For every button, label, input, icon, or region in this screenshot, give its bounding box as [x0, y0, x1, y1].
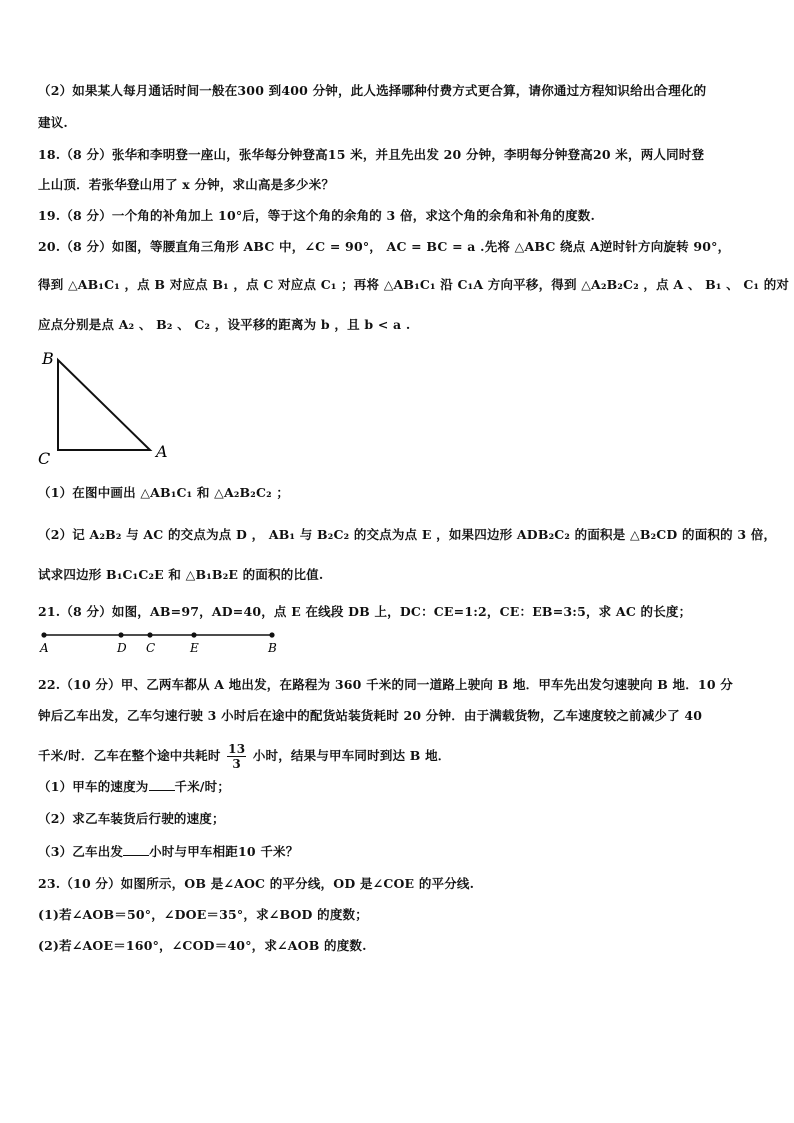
q22-part2: （2）求乙车装货后行驶的速度； — [38, 811, 225, 826]
q20-line2: 得到 △AB₁C₁ ，点 B 对应点 B₁ ，点 C 对应点 C₁ ；再将 △AB₁C₁ 沿 C₁A 方向平移，得到 △A₂B₂C₂ ，点 A 、 B₁ 、 C₁ 的对 — [38, 277, 790, 292]
q20-line3: 应点分别是点 A₂ 、 B₂ 、 C₂ ，设平移的距离为 b ，且 b < a . — [38, 317, 411, 332]
answer-blank — [149, 778, 175, 791]
q22-part3-b: 小时与甲车相距10 千米？ — [149, 844, 299, 859]
q22-part3-a: （3）乙车出发 — [38, 844, 124, 859]
q23-line1: 23.（10 分）如图所示，OB 是∠AOC 的平分线，OD 是∠COE 的平分线. — [38, 876, 475, 891]
fraction-denominator: 3 — [232, 757, 241, 771]
point-label-c: C — [146, 641, 156, 655]
point-label-b: B — [268, 641, 277, 655]
q21-segment-figure — [36, 626, 286, 656]
q17-part2-line2: 建议. — [38, 115, 68, 130]
q18-line2: 上山顶．若张华登山用了 x 分钟，求山高是多少米？ — [38, 177, 335, 192]
q20-triangle-figure — [34, 344, 184, 468]
label-a: A — [156, 442, 168, 461]
point-label-d: D — [117, 641, 127, 655]
q23-part2: (2)若∠AOE＝160°，∠COD＝40°，求∠AOB 的度数. — [38, 938, 367, 953]
label-b: B — [42, 349, 54, 368]
q20-line1: 20.（8 分）如图，等腰直角三角形 ABC 中，∠C = 90°， AC = BC = a .先将 △ABC 绕点 A逆时针方向旋转 90°， — [38, 239, 731, 254]
q20-part2-line2: 试求四边形 B₁C₁C₂E 和 △B₁B₂E 的面积的比值. — [38, 567, 324, 582]
q20-part2-line1: （2）记 A₂B₂ 与 AC 的交点为点 D ， AB₁ 与 B₂C₂ 的交点为点 E ，如果四边形 ADB₂C₂ 的面积是 △B₂CD 的面积的 3 倍， — [38, 527, 777, 542]
fraction-numerator: 13 — [228, 742, 246, 756]
q22-line1: 22.（10 分）甲、乙两车都从 A 地出发，在路程为 360 千米的同一道路上驶向 B 地．甲车先出发匀速驶向 B 地．10 分 — [38, 677, 733, 692]
q22-line2: 钟后乙车出发，乙车匀速行驶 3 小时后在途中的配货站装货耗时 20 分钟．由于满载货物，乙车速度较之前减少了 40 — [38, 708, 703, 723]
q22-line3-b: 小时，结果与甲车同时到达 B 地． — [252, 748, 451, 763]
q19-line1: 19.（8 分）一个角的补角加上 10°后，等于这个角的余角的 3 倍，求这个角的余角和补角的度数. — [38, 208, 596, 223]
q22-part1-b: 千米/时； — [174, 779, 231, 794]
q21-line1: 21.（8 分）如图，AB=97，AD=40，点 E 在线段 DB 上，DC：CE=1:2，CE：EB=3:5，求 AC 的长度； — [38, 604, 692, 619]
answer-blank — [123, 843, 149, 856]
label-c: C — [38, 449, 51, 468]
q22-line3-a: 千米/时．乙车在整个途中共耗时 — [38, 748, 221, 763]
triangle-abc — [58, 360, 150, 450]
q22-part3 — [38, 843, 758, 861]
point-e — [191, 632, 196, 637]
point-label-e: E — [190, 641, 199, 655]
point-label-a: A — [40, 641, 49, 655]
q22-part1 — [38, 778, 758, 796]
q18-line1: 18.（8 分）张华和李明登一座山，张华每分钟登高15 米，并且先出发 20 分钟，李明每分钟登高20 米，两人同时登 — [38, 147, 705, 162]
q22-line3 — [38, 742, 758, 771]
point-b — [269, 632, 274, 637]
q23-part1: (1)若∠AOB＝50°，∠DOE＝35°，求∠BOD 的度数； — [38, 907, 368, 922]
point-c — [147, 632, 152, 637]
q22-part1-a: （1）甲车的速度为 — [38, 779, 149, 794]
q17-part2-line1: （2）如果某人每月通话时间一般在300 到400 分钟，此人选择哪种付费方式更合算，请你通过方程知识给出合理化的 — [38, 83, 707, 98]
point-a — [41, 632, 46, 637]
fraction-13-3 — [227, 742, 246, 771]
point-d — [118, 632, 123, 637]
q20-part1: （1）在图中画出 △AB₁C₁ 和 △A₂B₂C₂ ； — [38, 485, 290, 500]
